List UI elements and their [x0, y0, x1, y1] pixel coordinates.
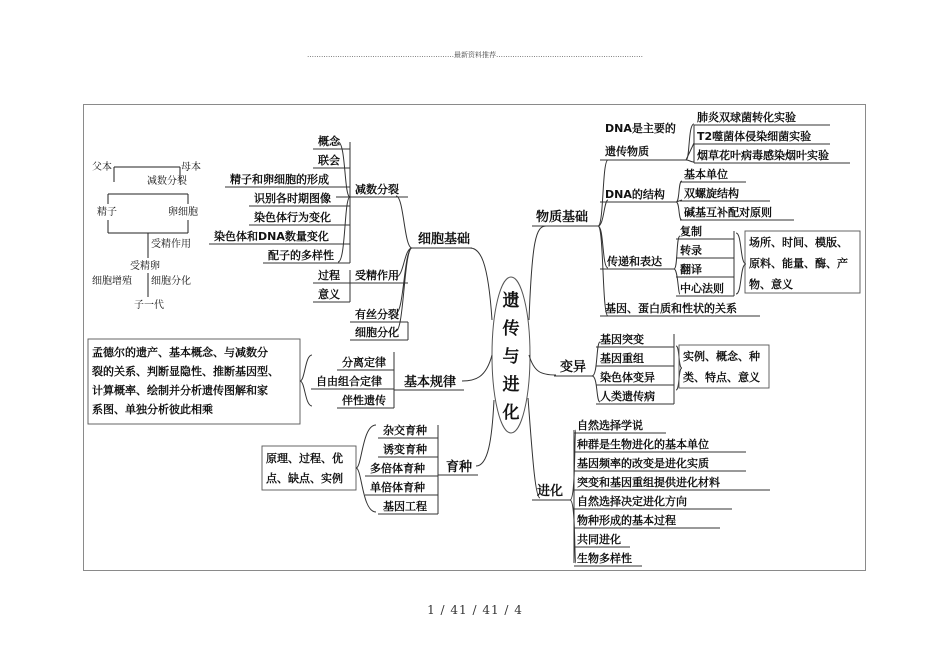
evolution-item-3: 基因频率的改变是进化实质 [577, 457, 709, 470]
flow-mother: 母本 [181, 162, 201, 173]
dna-structure-item-3: 碱基互补配对原则 [684, 206, 772, 219]
center-char-5: 化 [502, 403, 520, 423]
evolution-item-4: 突变和基因重组提供进化材料 [577, 476, 720, 489]
meiosis-item-6: 染色体和DNA数量变化 [214, 230, 329, 243]
breeding-group [262, 423, 478, 514]
evolution-item-8: 生物多样性 [577, 552, 632, 565]
flow-egg: 卵细胞 [168, 207, 198, 218]
evolution-title: 进化 [537, 484, 564, 499]
meiosis-item-2: 联会 [318, 154, 340, 167]
material-basis-bracket [598, 160, 608, 316]
fertilization-item-2: 意义 [318, 288, 340, 301]
transmission-note-line-1: 场所、时间、模版、 [749, 236, 848, 249]
transmission-item-1: 复制 [680, 225, 702, 238]
cell-basis-group [209, 134, 472, 340]
transmission-item-3: 翻译 [680, 263, 702, 276]
variation-item-1: 基因突变 [600, 333, 644, 346]
basic-laws-group [88, 339, 464, 424]
meiosis-item-3: 精子和卵细胞的形成 [230, 173, 329, 186]
transmission-note-line-2: 原料、能量、酶、产 [749, 257, 848, 270]
material-basis-title: 物质基础 [536, 210, 589, 225]
flow-proliferation: 细胞增殖 [92, 276, 132, 287]
dna-main-label-2: 遗传物质 [605, 145, 649, 158]
breeding-title: 育种 [446, 460, 473, 475]
basic-laws-title: 基本规律 [404, 375, 457, 390]
branch-breeding [476, 400, 494, 466]
breeding-item-2: 诱变育种 [383, 443, 427, 456]
laws-note-line-2: 裂的关系、判断显隐性、推断基因型、 [92, 365, 279, 378]
dna-structure-label: DNA的结构 [605, 188, 665, 201]
evolution-group [532, 418, 770, 566]
dna-main-item-2: T2噬菌体侵染细菌实验 [697, 130, 812, 143]
breeding-item-5: 基因工程 [383, 500, 427, 513]
transmission-label: 传递和表达 [607, 255, 662, 268]
branch-material [529, 226, 546, 320]
center-char-1: 遗 [502, 291, 520, 311]
evolution-item-6: 物种形成的基本过程 [577, 514, 676, 527]
evolution-item-5: 自然选择决定进化方向 [577, 495, 687, 508]
transmission-note-bracket [736, 233, 746, 294]
branch-variation [529, 355, 556, 375]
dna-structure-item-2: 双螺旋结构 [684, 187, 739, 200]
breeding-item-3: 多倍体育种 [370, 462, 425, 475]
center-char-4: 进 [502, 375, 520, 395]
branch-cell-basis [470, 248, 492, 320]
page-number: 1 / 41 / 41 / 4 [427, 603, 523, 617]
flow-sperm: 精子 [97, 207, 117, 218]
breeding-item-4: 单倍体育种 [370, 481, 425, 494]
material-basis-group [532, 110, 860, 316]
evolution-item-7: 共同进化 [577, 533, 621, 546]
flow-offspring: 子一代 [134, 300, 164, 311]
transmission-item-4: 中心法则 [680, 282, 724, 295]
variation-note-line-1: 实例、概念、种 [683, 350, 760, 363]
variation-item-2: 基因重组 [600, 352, 644, 365]
meiosis-item-7: 配子的多样性 [268, 249, 334, 262]
dna-main-label-1: DNA是主要的 [605, 122, 676, 135]
dna-main-item-1: 肺炎双球菌转化实验 [697, 111, 796, 124]
page-header: ………………………………………………………最新资料推荐……………………………………………………… [307, 51, 643, 59]
mitosis-label: 有丝分裂 [355, 308, 399, 321]
transmission-item-2: 转录 [680, 244, 702, 257]
evolution-bracket [570, 430, 576, 563]
differentiation-label: 细胞分化 [355, 326, 399, 339]
center-char-2: 传 [502, 319, 520, 339]
variation-item-3: 染色体变异 [600, 371, 655, 384]
variation-group [554, 332, 769, 404]
law-item-3: 伴性遗传 [342, 394, 386, 407]
variation-item-4: 人类遗传病 [600, 390, 655, 403]
laws-note-line-3: 计算概率、绘制并分析遗传图解和家 [92, 384, 268, 397]
reproduction-flow [92, 160, 201, 311]
breeding-note-line-2: 点、缺点、实例 [266, 472, 343, 485]
transmission-note-line-3: 物、意义 [749, 278, 793, 291]
flow-differentiation: 细胞分化 [151, 276, 191, 287]
laws-note-line-4: 系图、单独分析彼此相乘 [92, 403, 213, 416]
meiosis-item-4: 识别各时期图像 [254, 192, 331, 205]
dna-structure-item-1: 基本单位 [684, 168, 728, 181]
variation-title: 变异 [560, 360, 587, 375]
flow-father: 父本 [92, 162, 112, 173]
variation-note-line-2: 类、特点、意义 [683, 371, 760, 384]
flow-zygote: 受精卵 [130, 261, 160, 272]
branch-laws [462, 355, 492, 381]
law-item-2: 自由组合定律 [316, 375, 382, 388]
variation-bracket [592, 342, 600, 402]
fertilization-item-1: 过程 [318, 269, 340, 282]
center-char-3: 与 [502, 347, 520, 367]
evolution-item-1: 自然选择学说 [577, 419, 643, 432]
cell-basis-title: 细胞基础 [418, 232, 471, 247]
evolution-item-2: 种群是生物进化的基本单位 [577, 438, 709, 451]
meiosis-label: 减数分裂 [355, 183, 399, 196]
flow-meiosis: 减数分裂 [147, 176, 187, 187]
breeding-item-1: 杂交育种 [383, 424, 427, 437]
meiosis-item-1: 概念 [318, 135, 340, 148]
meiosis-item-5: 染色体行为变化 [254, 211, 331, 224]
flow-fertilization: 受精作用 [151, 239, 191, 250]
laws-note-line-1: 孟德尔的遗产、基本概念、与减数分 [92, 346, 268, 359]
law-item-1: 分离定律 [342, 356, 386, 369]
dna-main-bracket [686, 124, 694, 162]
relation-label: 基因、蛋白质和性状的关系 [605, 302, 737, 315]
branch-evolution [528, 398, 540, 498]
fertilization-label: 受精作用 [355, 269, 399, 282]
dna-main-item-3: 烟草花叶病毒感染烟叶实验 [697, 149, 829, 162]
breeding-note-line-1: 原理、过程、优 [266, 452, 343, 465]
laws-note-bracket [300, 355, 312, 406]
